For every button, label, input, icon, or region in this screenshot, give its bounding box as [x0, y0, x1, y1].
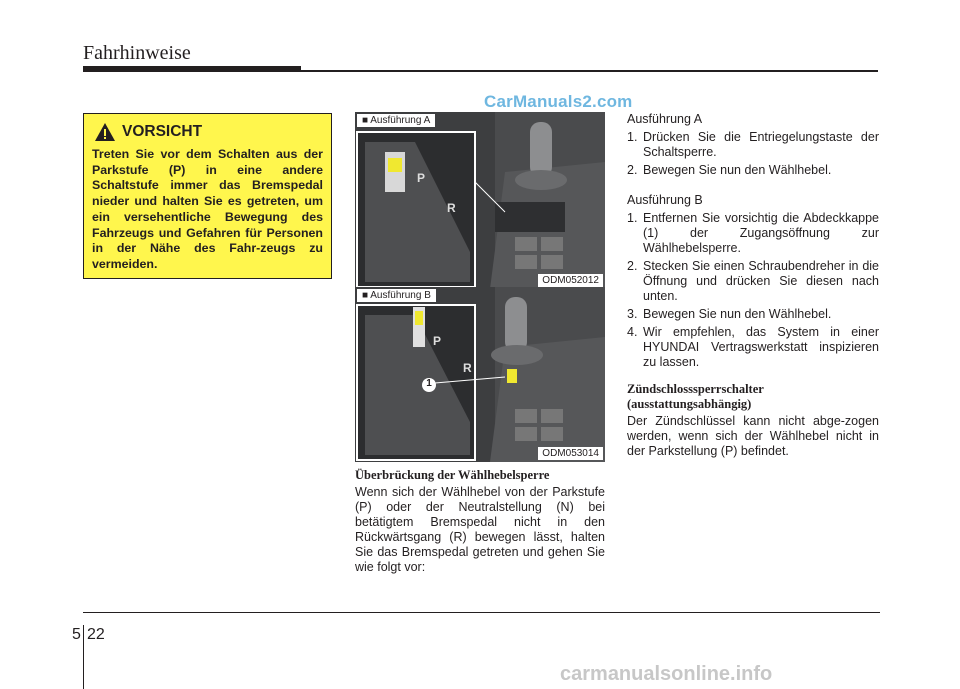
section-paragraph-override: Wenn sich der Wählhebel von der Parkstufe (P) oder der Neutralstellung (N) bei betätigtem Bremspedal nicht in den Rückwärtsgang (R) bewegen lässt, halten Sie das Bremspedal getreten und gehen Sie wie folgt vor:: [355, 485, 605, 574]
section-heading-override: Überbrückung der Wählhebelsperre: [355, 468, 550, 482]
header-bar: [83, 66, 301, 72]
column-middle: [355, 468, 605, 575]
svg-text:R: R: [463, 361, 472, 375]
list-item: [627, 307, 879, 322]
list-item: [627, 130, 879, 160]
figure-a-label: ■ Ausführung A: [357, 114, 435, 127]
variant-a-heading: Ausführung A: [627, 112, 703, 126]
warning-triangle-icon: [94, 122, 116, 142]
gear-shifter-illustration-b: [355, 287, 605, 462]
list-number: 2.: [627, 163, 638, 177]
gear-shifter-illustration-a: [355, 112, 605, 289]
list-text: Drücken Sie die Entriegelungstaste der Schaltsperre.: [643, 130, 879, 159]
heading-line: (ausstattungsabhängig): [627, 397, 752, 411]
section-heading-ignition: [627, 382, 879, 412]
variant-b-heading: Ausführung B: [627, 193, 703, 207]
caution-header: [94, 122, 202, 142]
list-number: 1.: [627, 211, 638, 225]
column-right: [627, 112, 879, 459]
header-title: Fahrhinweise: [83, 42, 191, 64]
caution-text: Treten Sie vor dem Schalten aus der Parkstufe (P) in eine andere Schaltstufe immer das Bremspedal nieder und halten Sie es getreten, um ein versehentliche Bewegung des Fahrzeugs und Gefahren für Personen in der Nähe des Fahr-zeugs zu vermeiden.: [92, 147, 323, 271]
section-paragraph-ignition: Der Zündschlüssel kann nicht abge-zogen werden, wenn sich der Wählhebel nicht in der Parkstellung (P) befindet.: [627, 414, 879, 458]
svg-text:R: R: [447, 201, 456, 215]
list-text: Bewegen Sie nun den Wählhebel.: [643, 307, 832, 321]
heading-line: Zündschlosssperrschalter: [627, 382, 764, 396]
list-item: [627, 325, 879, 370]
list-number: 2.: [627, 259, 638, 273]
callout-number: 1: [426, 378, 432, 389]
list-number: 4.: [627, 325, 638, 339]
list-item: [627, 259, 879, 304]
caution-title: VORSICHT: [122, 123, 203, 140]
watermark-top: CarManuals2.com: [484, 92, 633, 111]
list-number: 1.: [627, 130, 638, 144]
figure-a-code: ODM052012: [538, 274, 603, 287]
figure-variant-b: [355, 287, 605, 462]
list-item: [627, 163, 879, 178]
svg-text:P: P: [417, 171, 426, 185]
caution-box: [83, 113, 332, 279]
list-text: Entfernen Sie vorsichtig die Abdeckkappe (1) der Zugangsöffnung zur Wählhebelsperre.: [643, 211, 879, 255]
list-text: Bewegen Sie nun den Wählhebel.: [643, 163, 832, 177]
svg-text:P: P: [433, 334, 442, 348]
footer-divider: [83, 625, 84, 689]
figure-variant-a: [355, 112, 605, 289]
footer-rule: [83, 612, 880, 613]
list-item: [627, 211, 879, 256]
list-number: 3.: [627, 307, 638, 321]
header-rule: [301, 70, 878, 72]
chapter-number: 5: [72, 626, 81, 643]
figure-b-label: ■ Ausführung B: [357, 289, 436, 302]
page-number: 22: [87, 626, 105, 643]
figure-b-code: ODM053014: [538, 447, 603, 460]
watermark-bottom: carmanualsonline.info: [560, 663, 773, 685]
list-text: Wir empfehlen, das System in einer HYUNDAI Vertragswerkstatt inspizieren zu lassen.: [643, 325, 879, 369]
list-text: Stecken Sie einen Schraubendreher in die Öffnung und drücken Sie diesen nach unten.: [643, 259, 879, 303]
